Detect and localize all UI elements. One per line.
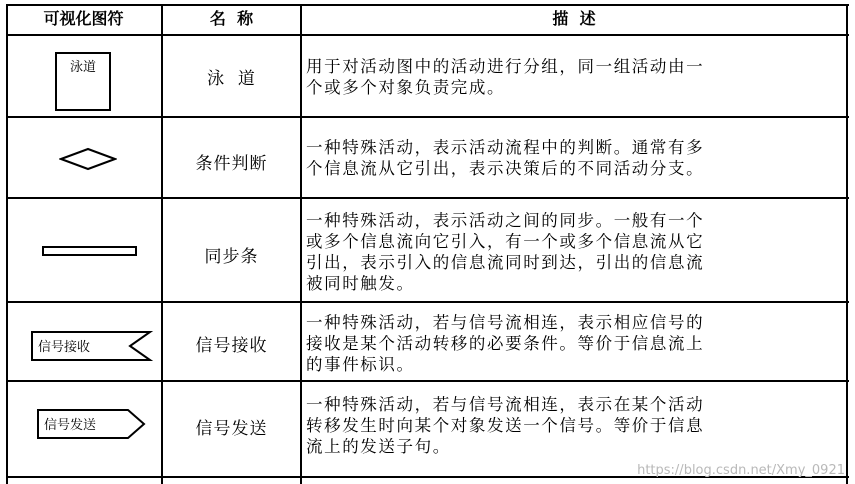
swimlane-symbol-label: 泳道 [69,60,96,75]
description-line: 个或多个对象负责完成。 [306,78,506,97]
header-name: 名 称 [209,9,254,28]
header-symbol: 可视化图符 [43,9,124,28]
row-divider [6,301,849,303]
watermark-url: https://blog.csdn.net/Xmy_0921 [637,463,845,478]
row-divider [6,116,849,118]
description-line: 的事件标识。 [306,355,415,374]
decision-diamond-icon [59,147,117,171]
table-left-border [6,4,8,484]
row-name-decision: 条件判断 [195,154,268,174]
description-line: 用于对活动图中的活动进行分组，同一组活动由一 [306,57,705,76]
header-description: 描 述 [552,9,596,28]
description-line: 转移发生时向某个对象发送一个信号。等价于信息 [306,416,705,435]
signal-send-symbol-label: 信号发送 [44,418,97,433]
description-line: 个信息流从它引出，表示决策后的不同活动分支。 [306,159,705,178]
description-line: 一种特殊活动，若与信号流相连，表示在某个活动 [306,395,705,414]
row-description-signal-receive [306,312,844,375]
row-description-swimlane [306,56,844,98]
description-line: 接收是某个活动转移的必要条件。等价于信息流上 [306,334,705,353]
row-name-signal-receive: 信号接收 [195,336,268,356]
description-line: 或多个信息流向它引入，有一个或多个信息流从它 [306,232,705,251]
table-right-border [846,4,848,484]
row-description-sync-bar [306,210,844,294]
row-divider [6,380,849,382]
row-name-signal-send: 信号发送 [195,419,268,439]
signal-send-icon [36,407,148,441]
row-name-sync-bar: 同步条 [204,247,259,267]
row-divider [6,197,849,199]
description-line: 引出，表示引入的信息流同时到达，引出的信息流 [306,253,705,272]
signal-receive-symbol-label: 信号接收 [38,340,91,355]
description-line: 流上的发送子句。 [306,437,451,456]
signal-receive-icon [30,329,154,363]
column-divider [300,4,302,484]
description-line: 一种特殊活动，表示活动之间的同步。一般有一个 [306,211,705,230]
description-line: 被同时触发。 [306,274,415,293]
sync-bar-icon [41,245,139,259]
row-description-signal-send [306,394,844,457]
description-line: 一种特殊活动，表示活动流程中的判断。通常有多 [306,138,705,157]
header-bottom-border [6,34,849,36]
row-name-swimlane: 泳 道 [207,69,256,89]
description-line: 一种特殊活动，若与信号流相连，表示相应信号的 [306,313,705,332]
uml-activity-symbol-table [6,4,849,484]
row-description-decision [306,137,844,179]
swimlane-symbol [55,52,111,111]
